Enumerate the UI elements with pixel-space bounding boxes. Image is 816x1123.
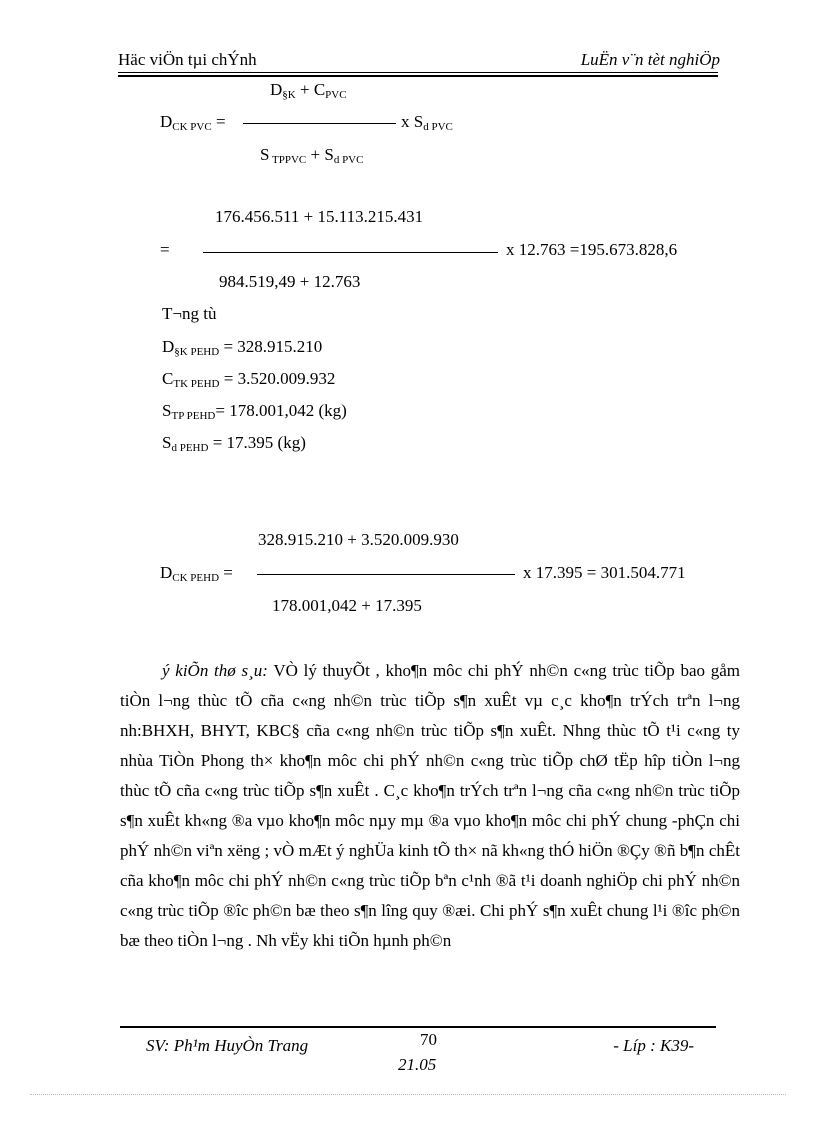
calc2-numerator: 328.915.210 + 3.520.009.930 [258, 530, 459, 549]
value-s-d-pehd: $S_{d PEHD} = 17.395$ (kg) [162, 433, 306, 454]
calc1-numerator: 176.456.511 + 15.113.215.431 [215, 207, 424, 226]
footer-rule [120, 1026, 716, 1028]
page-number: 70 [420, 1030, 437, 1049]
calc1-fraction-bar [203, 252, 498, 253]
calc1-equals: = [160, 240, 170, 259]
formula1-multiplier: x $S_{d PVC}$ [401, 112, 453, 133]
paragraph-lead: ý kiÕn thø s¸u: [162, 661, 268, 680]
header-right-title: LuËn v¨n tèt nghiÖp [580, 50, 720, 69]
value-s-tp-pehd: $S_{TP PEHD}= 178.001,042$ (kg) [162, 401, 347, 422]
header-rule [118, 72, 718, 73]
calc1-result: x 12.763 =195.673.828,6 [506, 240, 678, 259]
footer-student: SV: Ph¹m HuyÒn Trang [146, 1036, 309, 1055]
page-edge-dots [30, 1094, 786, 1095]
paragraph-body: VÒ lý thuyÕt , kho¶n môc chi phÝ nh©n c«ng trùc tiÕp bao gåm tiÒn l¬ng thùc tÕ cña c«ng nh©n trùc tiÕp s¶n xuÊt vµ c¸c kho¶n trÝch trªn l¬ng nh:BHXH, BHYT, KBC§ cña c«ng nh©n trùc tiÕp s¶n xuÊt. Nhng thùc tÕ t¹i c«ng ty nhùa TiÒn Phong th× kho¶n môc chi phÝ nh©n c«ng trùc tiÕp chØ tËp hîp tiÒn l¬ng thùc tÕ cña c«ng trùc tiÕp s¶n xuÊt . C¸c kho¶n trÝch trªn l¬ng cña c«ng nh©n trùc tiÕp s¶n xuÊt kh«ng ®a vµo kho¶n môc nµy mµ ®a vµo kho¶n môc chi phÝ chung -phÇn chi phÝ nh©n viªn xëng ; vÒ mÆt ý nghÜa kinh tÕ th× nã kh«ng thÓ hiÖn ®Çy ®ñ b¶n chÊt cña kho¶n môc chi phÝ nh©n c«ng trùc tiÕp bªn c¹nh ®ã t¹i doanh nghiÖp chi phÝ nh©n c«ng trùc tiÕp ®îc ph©n bæ theo s¶n lîng quy ®æi. Chi phÝ s¶n xuÊt chung l¹i ®îc ph©n bæ theo tiÒn l¬ng . Nh vËy khi tiÕn hµnh ph©n [120, 661, 740, 950]
calc2-lhs: $D_{CK PEHD}$ = [160, 563, 233, 584]
body-paragraph [120, 656, 740, 956]
calc2-fraction-bar [257, 574, 515, 575]
header-left-title: Häc viÖn tµi chÝnh [118, 50, 257, 69]
footer-class: - Líp : K39- [613, 1036, 694, 1055]
value-d-dk-pehd: $D_{\S K PEHD} = 328.915.210$ [162, 337, 323, 358]
formula1-lhs: $D_{CK PVC}$ = [160, 112, 226, 133]
calc2-denominator: 178.001,042 + 17.395 [272, 596, 422, 615]
calc2-result: x 17.395 = 301.504.771 [523, 563, 686, 582]
value-c-tk-pehd: $C_{TK PEHD} = 3.520.009.932$ [162, 369, 336, 390]
footer-date: 21.05 [398, 1055, 437, 1074]
calc1-denominator: 984.519,49 + 12.763 [219, 272, 361, 291]
header-rule-thick [118, 75, 718, 77]
formula1-denominator: S $_{TPPVC} + S_{d PVC}$ [260, 145, 364, 166]
formula1-fraction-bar [243, 123, 396, 124]
formula1-numerator: $D_{\S K} + C_{PVC}$ [270, 80, 347, 101]
similarly-label: T¬ng tù [162, 304, 217, 323]
